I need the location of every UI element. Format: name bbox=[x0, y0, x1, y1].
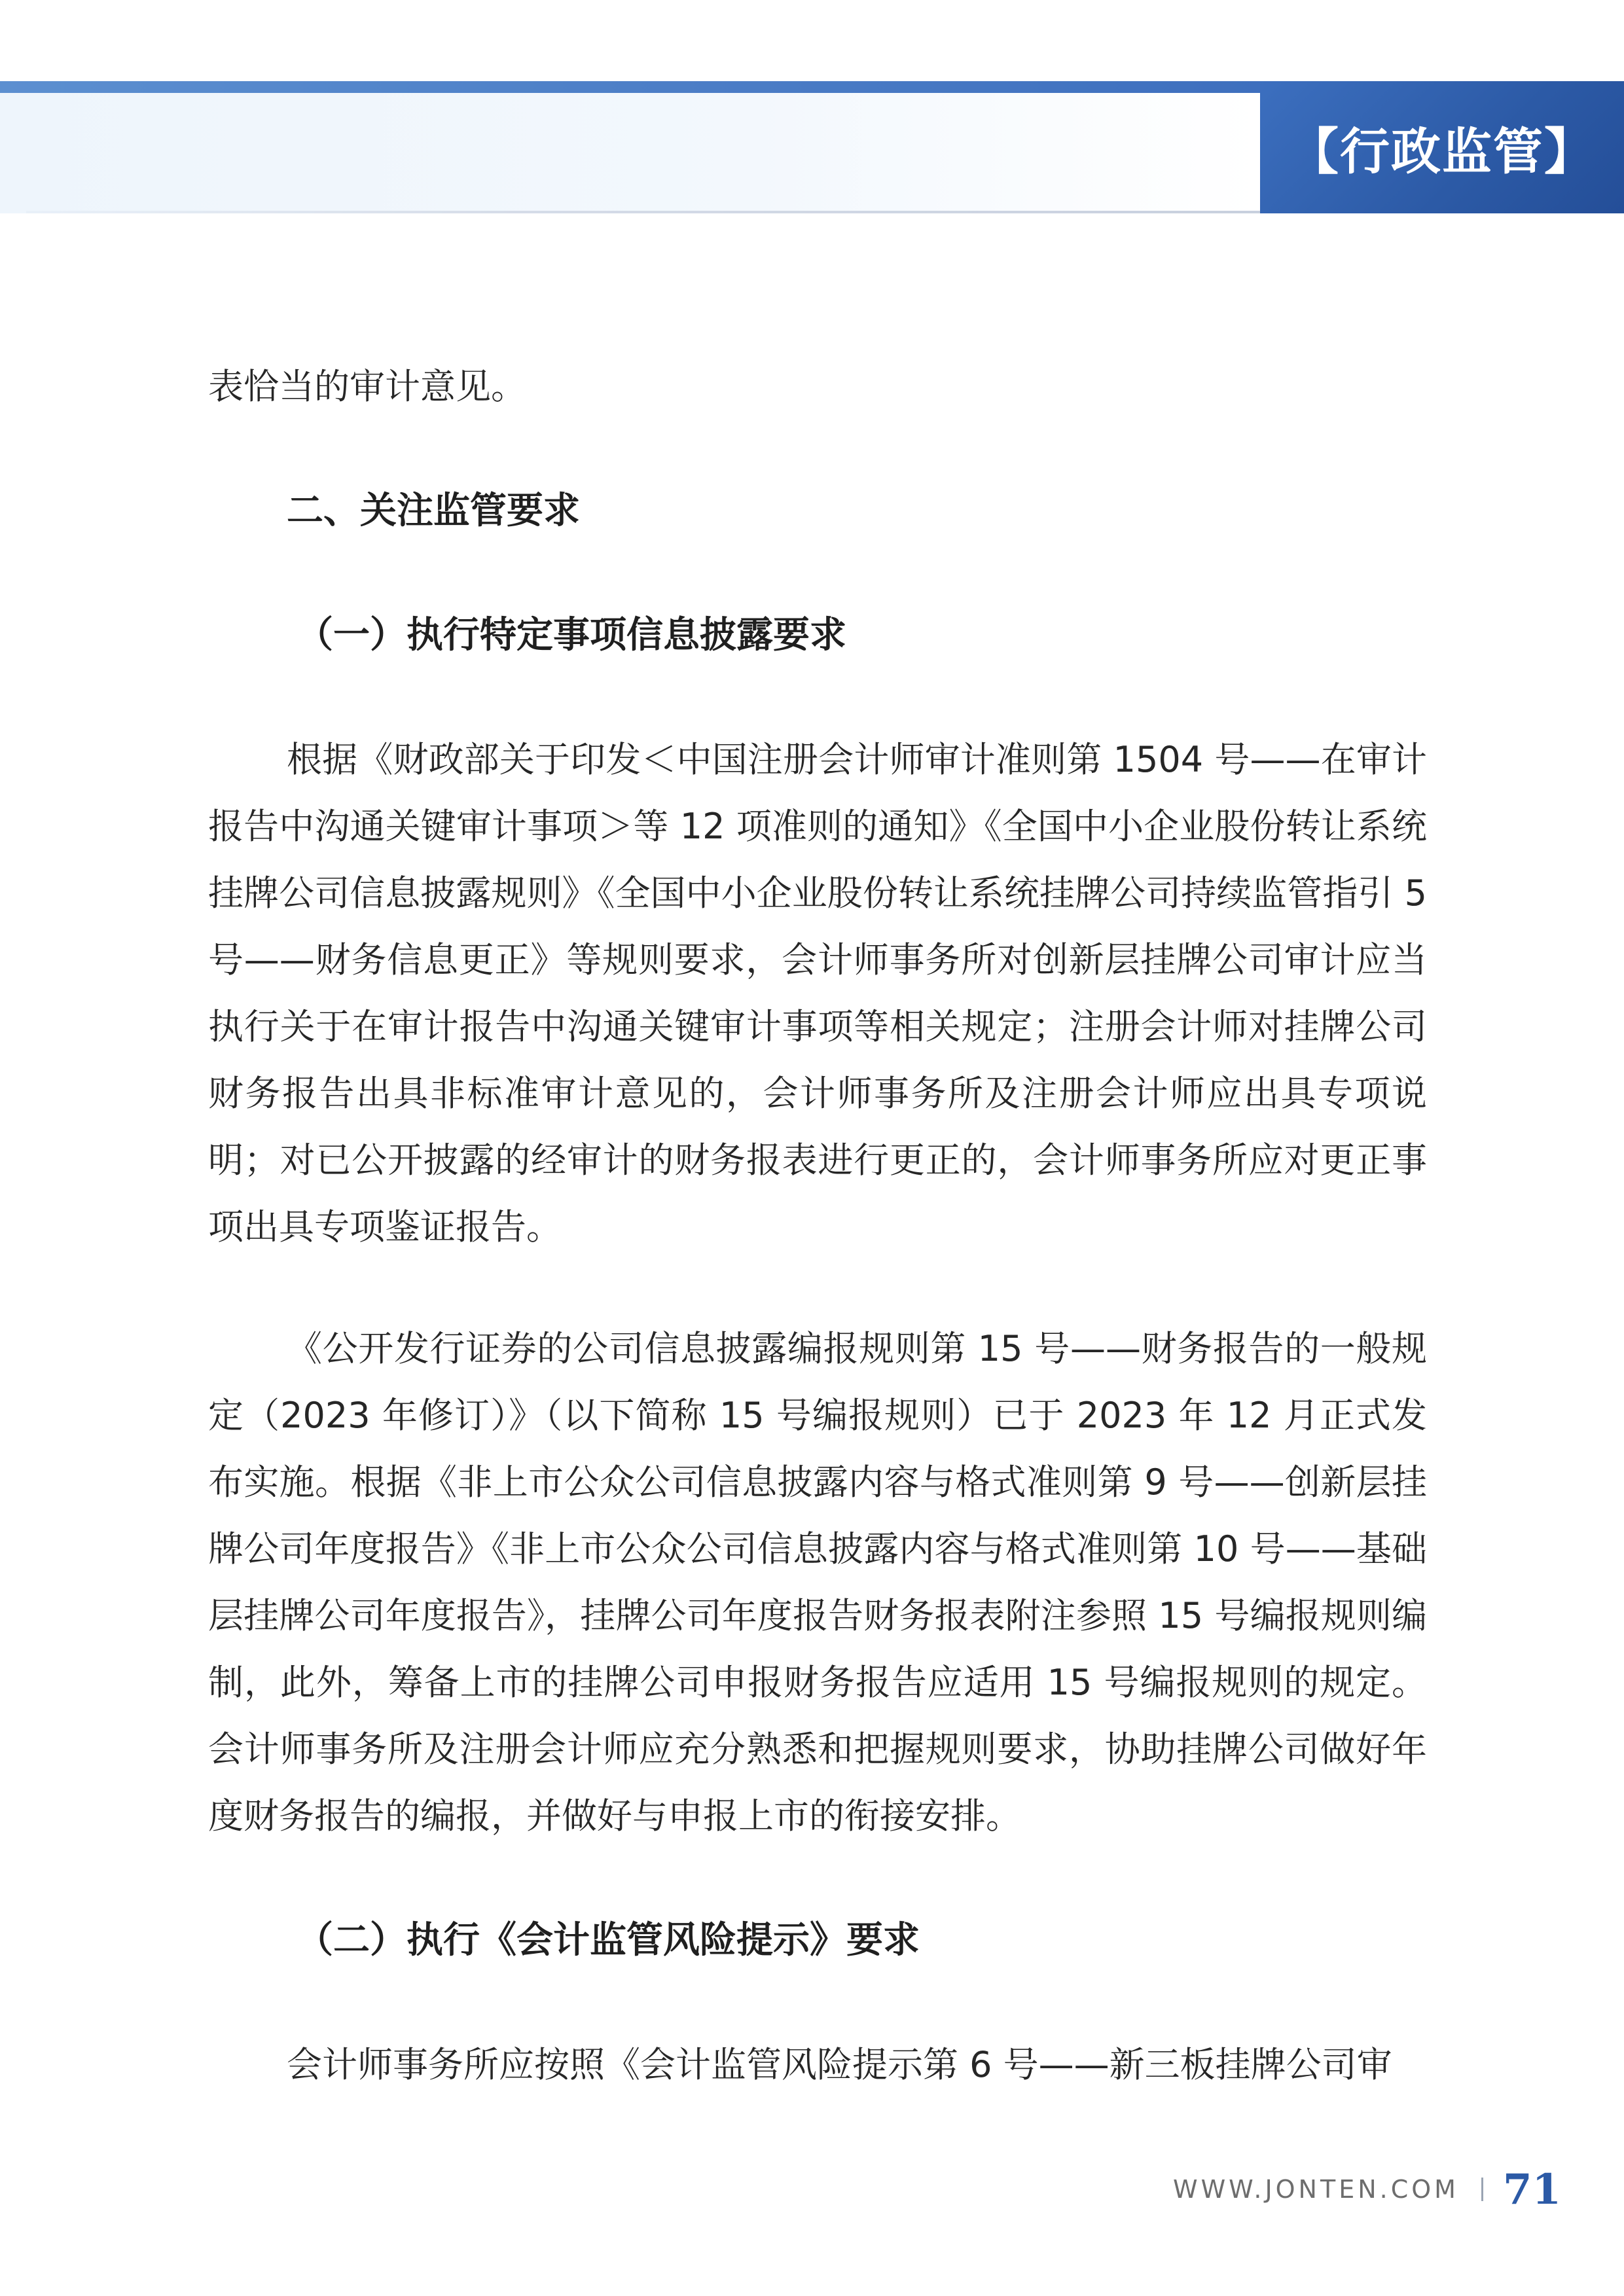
paragraph-3: 会计师事务所应按照《会计监管风险提示第 6 号——新三板挂牌公司审 bbox=[287, 2044, 1392, 2085]
subsection-heading-2: （二）执行《会计监管风险提示》要求 bbox=[297, 1919, 920, 1962]
paragraph-2: 《公开发行证券的公司信息披露编报规则第 15 号——财务报告的一般规定（2023 年修订）》（以下简称 15 号编报规则）已于 2023 年 12 月正式发布实施。根据《非上市公众公司信息披露内容与格式准则第 9 号——创新层挂牌公司年度报告》《非上市公众公司信息披露内容与格式准则第 10 号——基础层挂牌公司年度报告》，挂牌公司年度报告财务报表附注参照 15 号编报规则编制，此外，筹备上市的挂牌公司申报财务报告应适用 15 号编报规则的规定。会计师事务所及注册会计师应充分熟悉和把握规则要求，协助挂牌公司做好年度财务报告的编报，并做好与申报上市的衔接安排。 bbox=[208, 1328, 1427, 1837]
footer-divider bbox=[1481, 2178, 1483, 2201]
header-accent-line bbox=[0, 81, 1260, 93]
header-divider bbox=[26, 211, 1260, 213]
paragraph-intro: 表恰当的审计意见。 bbox=[208, 366, 526, 407]
section-tag: 【行政监管】 bbox=[1289, 122, 1595, 181]
footer-website: WWW.JONTEN.COM bbox=[1173, 2175, 1459, 2204]
page-number: 71 bbox=[1502, 2164, 1561, 2214]
paragraph-1: 根据《财政部关于印发＜中国注册会计师审计准则第 1504 号——在审计报告中沟通关键审计事项＞等 12 项准则的通知》《全国中小企业股份转让系统挂牌公司信息披露规则》《全国中小企业股份转让系统挂牌公司持续监管指引 5 号——财务信息更正》等规则要求，会计师事务所对创新层挂牌公司审计应当执行关于在审计报告中沟通关键审计事项等相关规定；注册会计师对挂牌公司财务报告出具非标准审计意见的，会计师事务所及注册会计师应出具专项说明；对已公开披露的经审计的财务报表进行更正的，会计师事务所应对更正事项出具专项鉴证报告。 bbox=[208, 739, 1427, 1247]
subsection-heading-1: （一）执行特定事项信息披露要求 bbox=[297, 614, 846, 656]
section-heading: 二、关注监管要求 bbox=[287, 490, 580, 532]
page-footer bbox=[1173, 2160, 1561, 2219]
section-tag-box bbox=[1260, 81, 1624, 213]
page-content bbox=[208, 353, 1427, 2098]
header-band bbox=[0, 81, 1260, 213]
